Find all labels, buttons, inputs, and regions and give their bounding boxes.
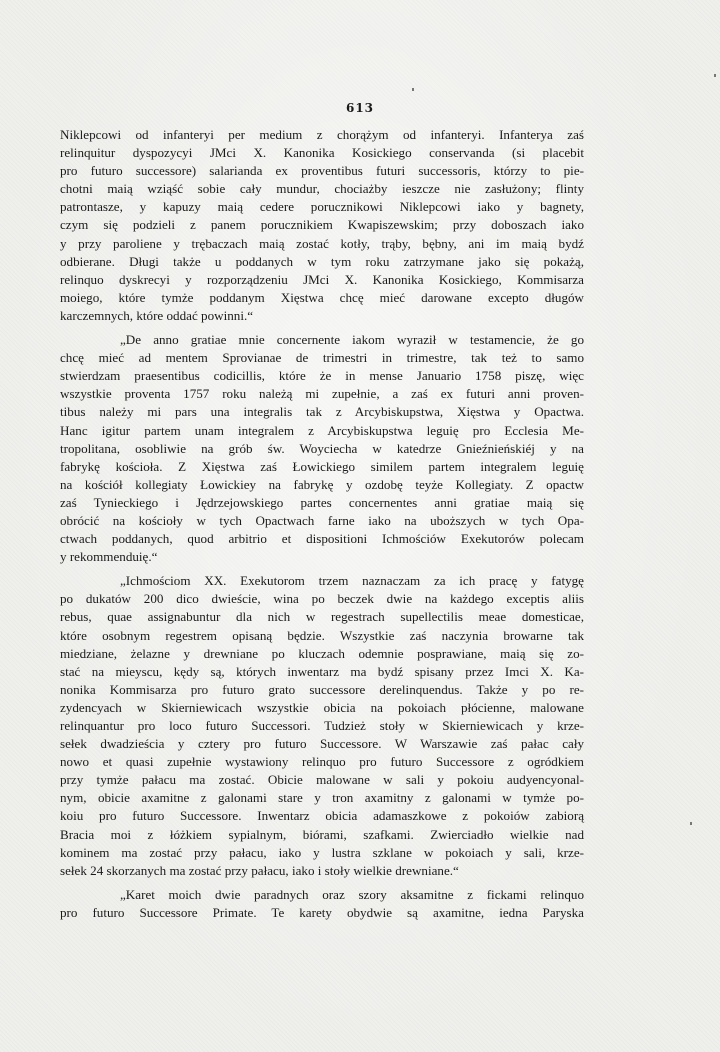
paragraph-2 [60,331,584,566]
text-line: stwierdzam praesentibus codicillis, które że in mense Januario 1758 piszę, więc [60,368,584,384]
body-text [60,126,584,922]
page-number: 613 [345,101,375,115]
text-line: pro futuro Successore Primate. Te karety obydwie są axamitne, iedna Paryska [60,904,584,920]
text-line: fabrykę kościoła. Z Xięstwa zaś Łowickiego similem partem integralem leguię [60,458,584,474]
text-line: na kościół kollegiaty Łowickiey na fabrykę y ozdobę teyże Kollegiaty. Z opactw [60,476,584,492]
text-line: „Karet moich dwie paradnych oraz szory aksamitne z fickami relinquo [120,886,584,902]
paragraph-1 [60,126,584,325]
text-line: relinquitur dyspozycyi JMci X. Kanonika Kosickiego conservanda (si placebit [60,145,584,161]
text-line: Niklepcowi od infanteryi per medium z chorążym od infanteryi. Infanterya zaś [60,127,584,142]
text-line: moiego, które tymże poddanym Xięstwa chcę mieć darowane excepto długów [60,289,584,305]
text-line: chcę mieć ad mentem Sprovianae de trimestri in trimestre, tak też to samo [60,350,584,366]
paragraph-4 [60,886,584,922]
text-line: odbierane. Długi także u poddanych w tym roku zatrzymane jako się pokażą, [60,253,584,269]
text-line: miedziane, żelazne y drewniane po kluczach odemnie posprawiane, maią się zo- [60,645,584,661]
text-line: ctwach poddanych, quod arbitrio et dispositioni Ichmościów Exekutorów polecam [60,531,584,547]
text-line: chotni maią wziąść sobie cały mundur, chociażby ieszcze nie zasłużony; flinty [60,181,584,197]
text-line: zaś Tynieckiego i Jędrzejowskiego partes concernentes anni gratiae maią się [60,494,584,510]
text-line: patrontasze, y kapuzy maią cedere porucznikowi Niklepcowi iako y bagnety, [60,199,584,215]
text-line: tibus należy mi pars una integralis tak z Arcybiskupstwa, Xięstwa y Opactwa. [60,404,584,420]
text-line: po dukatów 200 dico dwieście, wina po beczek dwie na każdego exceptis aliis [60,591,584,607]
text-line: sełek dwadzieścia y cztery pro futuro Successore. W Warszawie zaś pałac cały [60,736,584,752]
text-line: czym się podzieli z panem porucznikiem Kwapiszewskim; przy doboszach iako [60,217,584,233]
text-line: „De anno gratiae mnie concernente iakom wyraził w testamencie, że go [120,332,584,348]
scan-speck [412,88,414,91]
text-line: tropolitana, osobliwie na grób św. Woyciecha w katedrze Gnieźnieńskiéj y na [60,440,584,456]
text-line: relinquantur pro loco futuro Successori. Tudzież stoły w Skierniewicach y krze- [60,718,584,733]
text-line: y rekommenduię.“ [60,549,158,565]
text-line: obrócić na kościoły w tych Opactwach farne iako na uboższych w tych Opa- [60,512,584,528]
scan-speck [714,74,716,77]
text-line: wszystkie proventa 1757 roku należą mi zupełnie, a zaś ex futuri anni proven- [60,386,584,402]
text-line: przy tymże pałacu ma zostać. Obicie malowane w sali y pokoiu audyencyonal- [60,772,584,788]
text-line: nowo et quasi zupełnie wystawiony relinquo pro futuro Successore z ogródkiem [60,754,584,770]
text-line: karczemnych, które oddać powinni.“ [60,307,254,323]
text-line: które osobnym regestrem opisaną będzie. Wszystkie zaś naczynia browarne tak [60,627,584,643]
text-line: rebus, quae assignabuntur dla nich w regestrach supellectilis meae domesticae, [60,609,584,625]
text-line: Bracia moi z łóżkiem sypialnym, biórami, szafkami. Zwierciadło wielkie nad [60,826,584,842]
text-line: pro futuro successore) salarianda ex proventibus futuri successoris, którzy to pie- [60,163,584,179]
scan-speck [690,822,692,825]
text-line: y przy paroliene y trębaczach maią zostać kotły, trąby, bębny, ani im maią bydź [60,235,584,251]
text-line: kominem ma zostać przy pałacu, iako y lustra szklane w pokoiach y sali, krze- [60,844,584,860]
text-line: „Ichmościom XX. Exekutorom trzem naznaczam za ich pracę y fatygę [120,573,584,589]
text-line: stać na mieyscu, kędy są, których inwentarz ma bydź spisany przez Imci X. Ka- [60,663,584,679]
text-line: sełek 24 skorzanych ma zostać przy pałacu, iako i stoły wielkie drewniane.“ [60,862,459,878]
text-line: nonika Kommisarza pro futuro grato successore derelinquendus. Także y po re- [60,681,584,697]
text-line: koiu pro futuro Successore. Inwentarz obicia adamaszkowe z pokoiów zabiorą [60,808,584,824]
paragraph-3 [60,572,584,880]
text-line: Hanc igitur partem unam integralem z Arcybiskupstwa leguię pro Ecclesia Me- [60,422,584,438]
text-line: zydencyach w Skierniewicach wszystkie obicia na pokoiach płócienne, malowane [60,699,584,715]
text-line: relinquo dyskrecyi y rozporządzeniu JMci X. Kanonika Kosickiego, Kommisarza [60,271,584,287]
text-line: nym, obicie axamitne z galonami stare y tron axamitny z galonami w tymże po- [60,790,584,806]
